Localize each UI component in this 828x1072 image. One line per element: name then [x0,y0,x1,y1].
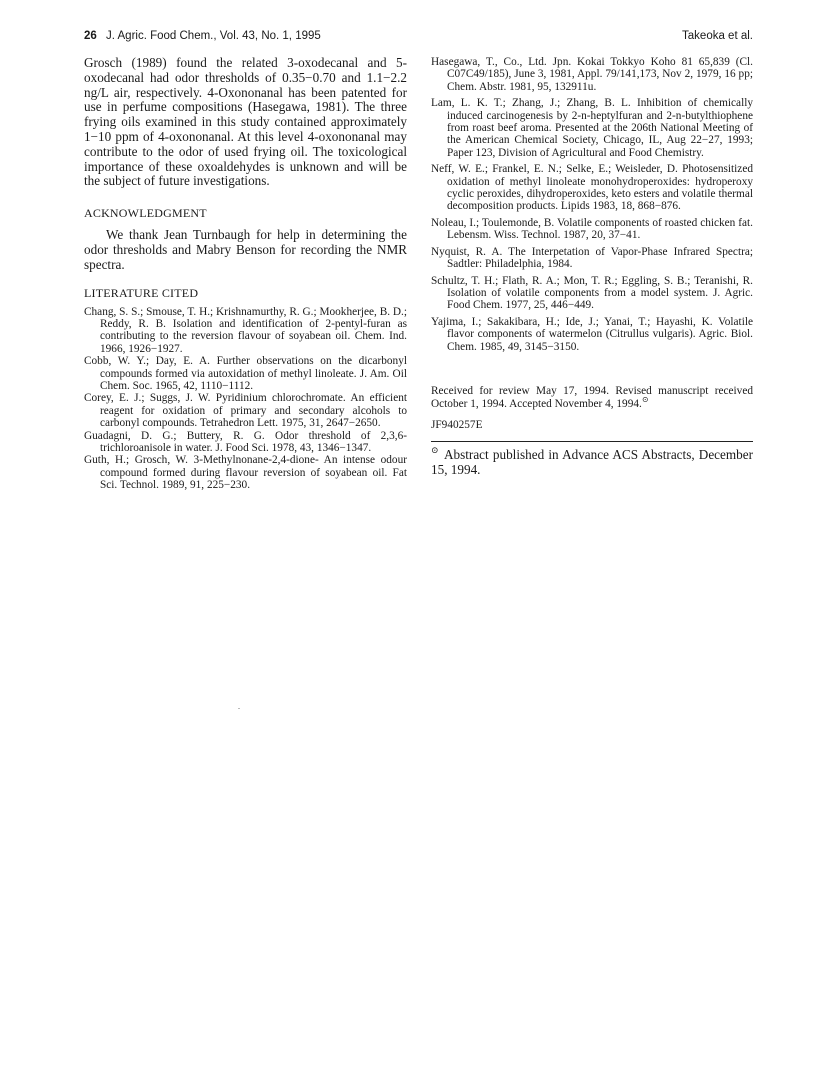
reference-noleau: Noleau, I.; Toulemonde, B. Volatile components of roasted chicken fat. Lebensm. Wiss. Technol. 1987, 20, 37−41. [431,216,753,242]
scan-speck [238,708,240,709]
reference-guth: Guth, H.; Grosch, W. 3-Methylnonane-2,4-dione- An intense odour compound formed during flavour reversion of soyabean oil. Fat Sci. Technol. 1989, 91, 225−230. [84,454,407,492]
page-number: 26 [84,30,97,42]
reference-neff: Neff, W. E.; Frankel, E. N.; Selke, E.; Weisleder, D. Photosensitized oxidation of methyl linoleate monohydroperoxides: hydroperoxy cyclic peroxides, dihydroperoxides, keto esters and volatile thermal decomposition products. Lipids 1983, 18, 868−876. [431,163,753,213]
reference-schultz: Schultz, T. H.; Flath, R. A.; Mon, T. R.; Eggling, S. B.; Teranishi, R. Isolation of volatile components from a model system. J. Agric. Food Chem. 1977, 25, 446−449. [431,274,753,312]
journal-citation: J. Agric. Food Chem., Vol. 43, No. 1, 1995 [106,30,321,42]
reference-chang: Chang, S. S.; Smouse, T. H.; Krishnamurthy, R. G.; Mookherjee, B. D.; Reddy, R. B. Isolation and identification of 2-pentyl-furan as contributing to the reversion flavour of soyabean oil. Chem. Ind. 1966, 1926−1927. [84,305,407,355]
footnote-mark: ⊙ [431,445,439,456]
right-column [431,56,753,477]
reference-lam: Lam, L. K. T.; Zhang, J.; Zhang, B. L. Inhibition of chemically induced carcinogenesis by 2-n-heptylfuran and 2-n-butylthiophene from roast beef aroma. Presented at the 206th National Meeting of the American Chemical Society, Chicago, IL, Aug 22−27, 1993; Paper 123, Division of Agricultural and Food Chemistry. [431,97,753,159]
left-column [84,56,407,492]
footnote [431,445,753,478]
acknowledgment-text: We thank Jean Turnbaugh for help in determining the odor thresholds and Mabry Benson for recording the NMR spectra. [84,227,407,272]
reference-guadagni: Guadagni, D. G.; Buttery, R. G. Odor threshold of 2,3,6-trichloroanisole in water. J. Food Sci. 1978, 43, 1346−1347. [84,429,407,455]
reference-cobb: Cobb, W. Y.; Day, E. A. Further observations on the dicarbonyl compounds formed via autoxidation of methyl linoleate. J. Am. Oil Chem. Soc. 1965, 42, 1110−1112. [84,355,407,392]
acknowledgment-heading: ACKNOWLEDGMENT [84,206,207,221]
running-header [84,30,753,46]
reference-hasegawa: Hasegawa, T., Co., Ltd. Jpn. Kokai Tokkyo Koho 81 65,839 (Cl. C07C49/185), June 3, 1981, Appl. 79/141,173, Nov 2, 1979, 16 pp; Chem. Abstr. 1981, 95, 132911u. [431,56,753,93]
received-note [431,385,753,410]
received-footnote-mark: ⊙ [641,394,649,404]
header-authors: Takeoka et al. [682,30,753,42]
received-text: Received for review May 17, 1994. Revised manuscript received October 1, 1994. Accepted November 4, 1994. [431,384,753,410]
reference-yajima: Yajima, I.; Sakakibara, H.; Ide, J.; Yanai, T.; Hayashi, K. Volatile flavor components of watermelon (Citrullus vulgaris). Agric. Biol. Chem. 1985, 49, 3145−3150. [431,315,753,353]
footnote-text: Abstract published in Advance ACS Abstracts, December 15, 1994. [431,446,753,477]
reference-corey: Corey, E. J.; Suggs, J. W. Pyridinium chlorochromate. An efficient reagent for oxidation of primary and secondary alcohols to carbonyl compounds. Tetrahedron Lett. 1975, 31, 2647−2650. [84,392,407,430]
literature-cited-heading: LITERATURE CITED [84,285,199,300]
manuscript-code: JF940257E [431,419,483,432]
reference-nyquist: Nyquist, R. A. The Interpetation of Vapor-Phase Infrared Spectra; Sadtler: Philadelphia, 1984. [431,245,753,271]
header-left [84,30,321,42]
discussion-paragraph: Grosch (1989) found the related 3-oxodecanal and 5-oxodecanal had odor thresholds of 0.35−0.70 and 1.1−2.2 ng/L air, respectively. 4-Oxononanal has been patented for use in perfume compositions (Hasegawa, 1981). The three frying oils examined in this study contained approximately 1−10 ppm of 4-oxononanal. At this level 4-oxononanal may contribute to the odor of used frying oil. The toxicological importance of these oxoaldehydes is unknown and will be the subject of future investigations. [84,55,407,189]
footnote-rule [431,441,753,442]
